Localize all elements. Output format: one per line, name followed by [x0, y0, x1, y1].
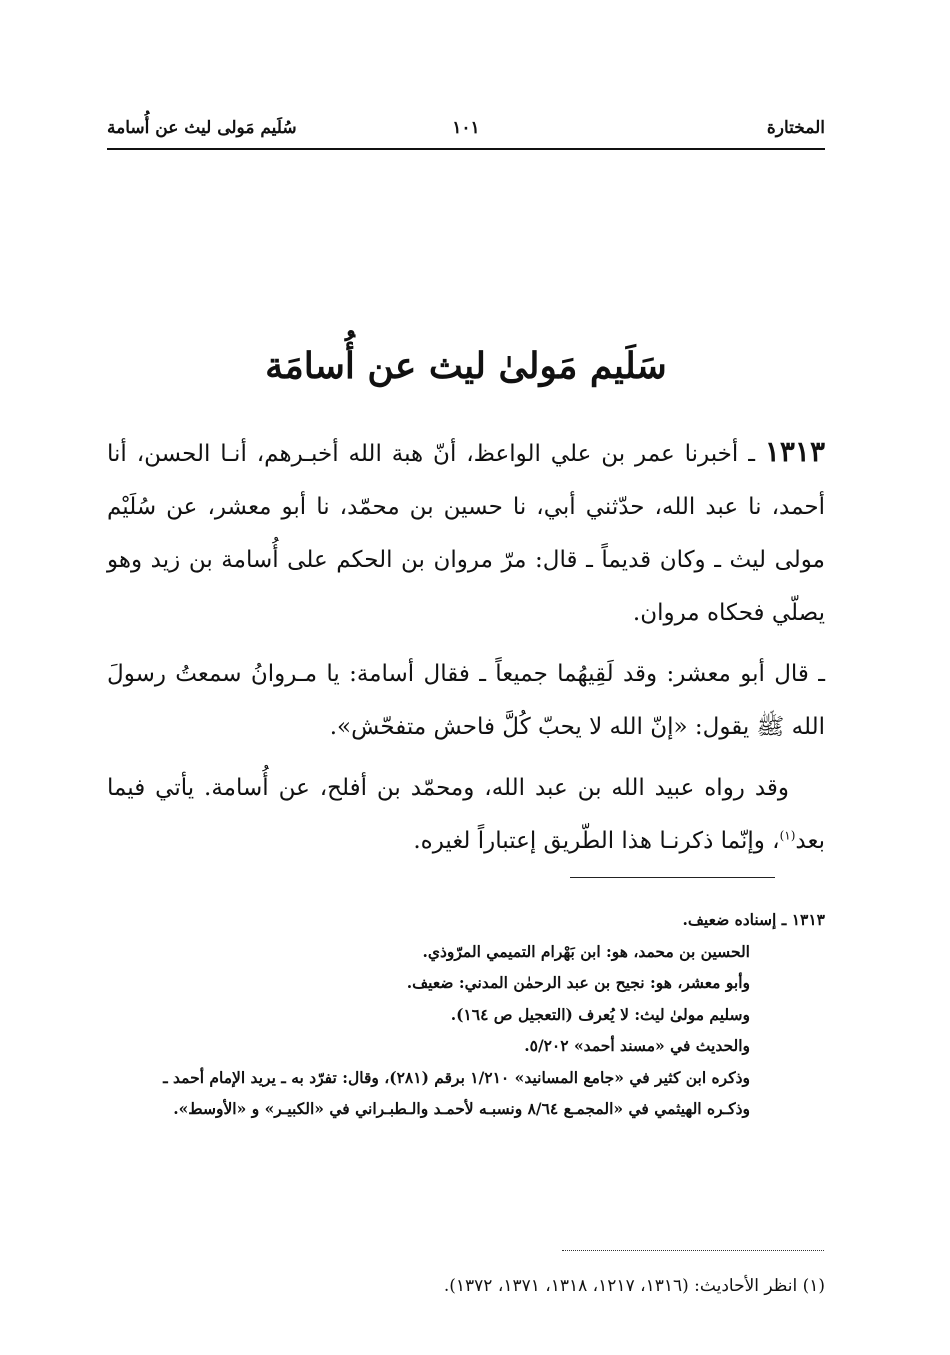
page-header: [107, 112, 825, 150]
page-number: ١٠١: [452, 118, 480, 138]
chapter-title: سَلَيم مَولىٰ ليث عن أُسامَة: [265, 345, 667, 387]
paragraph-3-text: وقد رواه عبيد الله بن عبد الله، ومحمّد بن أفلح، عن أُسامة. يأتي فيما بعد: [107, 775, 825, 854]
note-line: والحديث في «مسند أحمد» ٥/٢٠٢.: [524, 1036, 750, 1055]
hadith-number: ١٣١٣: [764, 435, 825, 468]
footnote-ref: (١): [779, 828, 796, 843]
hadith-paragraph-1: [107, 425, 825, 640]
note-line: وذكـره الهيثمي في «المجمـع ٨/٦٤ ونسبـه لأحمـد والـطبـراني في «الكبيـر» و «الأوسط».: [173, 1099, 750, 1118]
paragraph-3-text-end: ، وإنّما ذكرنـا هذا الطّريق إعتباراً لغيره.: [413, 828, 780, 854]
note-line: وذكره ابن كثير في «جامع المسانيد» ١/٢١٠ برقم (٢٨١)، وقال: تفرّد به ـ يريد الإمام أحمد ـ: [163, 1067, 750, 1087]
note-line: وسليم مولىٰ ليث: لا يُعرف (التعجيل ص ١٦٤).: [450, 1004, 750, 1024]
hadith-body: [107, 425, 825, 868]
header-book-title: المختارة: [766, 118, 825, 138]
header-section-title: سُلَيم مَولى ليث عن أُسامة: [107, 118, 297, 138]
hadith-paragraph-3: [107, 762, 825, 868]
footnote-divider: [562, 1250, 824, 1251]
notes-divider: [570, 877, 775, 878]
footnote: (١) انظر الأحاديث: (١٣١٦، ١٢١٧، ١٣١٨، ١٣٧١، ١٣٧٢).: [443, 1276, 825, 1296]
note-line: الحسين بن محمد، هو: ابن بَهْرام التميمي المرّوذي.: [422, 941, 750, 961]
note-line: ١٣١٣ ـ إسناده ضعيف.: [682, 910, 825, 929]
hadith-paragraph-2: ـ قال أبو معشر: وقد لَقِيهُما جميعاً ـ فقال أسامة: يا مـروانُ سمعتُ رسولَ الله ﷺ يقول: «إنّ الله لا يحبّ كُلَّ فاحش متفحّش».: [107, 661, 825, 740]
takhrij-notes: [107, 904, 825, 1125]
note-line: وأبو معشر، هو: نجيح بن عبد الرحمٰن المدني: ضعيف.: [406, 973, 750, 992]
hadith-isnad: ـ أخبرنا عمر بن علي الواعظ، أنّ هبة الله أخبـرهم، أنـا الحسن، أنا أحمد، نا عبد الله، حدّثني أبي، نا حسين بن محمّد، نا أبو معشر، عن سُلَيْم مولى ليث ـ وكان قديماً ـ قال: مرّ مروان بن الحكم على أُسامة بن زيد وهو يصلّي فحكاه مروان.: [107, 441, 825, 626]
